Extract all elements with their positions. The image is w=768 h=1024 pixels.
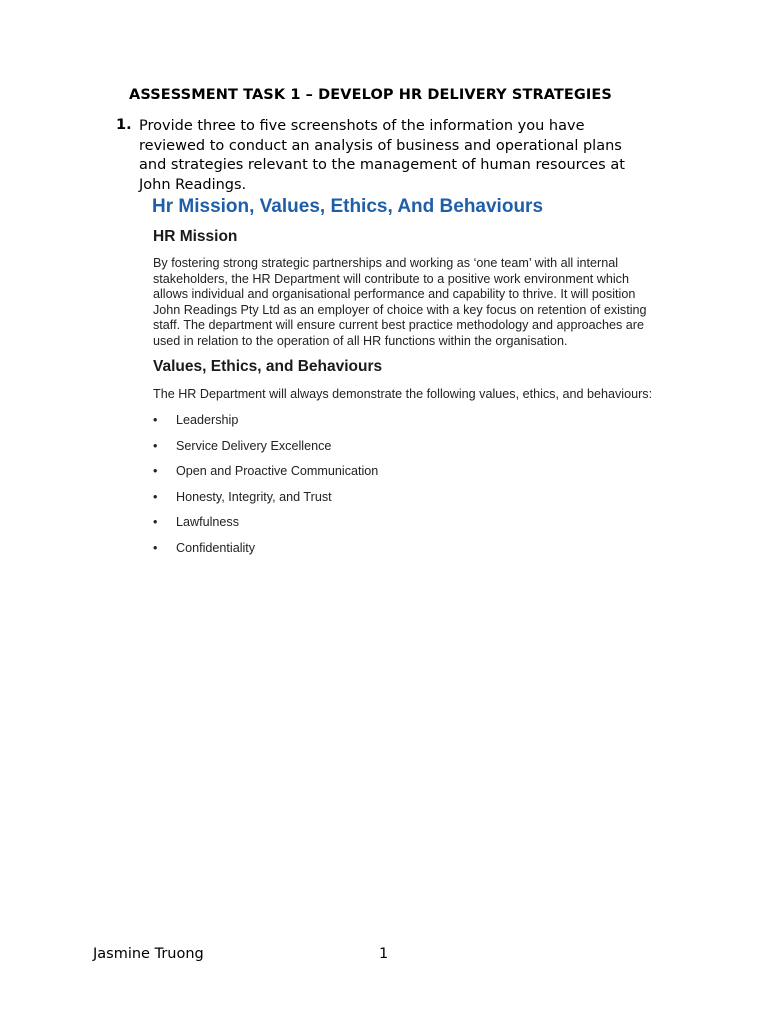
list-item-text: Honesty, Integrity, and Trust bbox=[176, 489, 332, 504]
mission-line: stakeholders, the HR Department will contribute to a positive work environment which bbox=[153, 271, 629, 286]
list-item-text: Leadership bbox=[176, 413, 239, 427]
bullet: • bbox=[153, 413, 158, 427]
list-item-text: Service Delivery Excellence bbox=[176, 438, 332, 453]
assessment-heading: ASSESSMENT TASK 1 – DEVELOP HR DELIVERY STRATEGIES bbox=[129, 87, 612, 103]
mission-line: used in relation to the operation of all HR functions within the organisation. bbox=[153, 333, 568, 348]
bullet: • bbox=[153, 438, 158, 453]
values-heading: Values, Ethics, and Behaviours bbox=[153, 358, 383, 375]
mission-paragraph bbox=[153, 256, 647, 349]
question-text bbox=[139, 117, 679, 195]
bullet: • bbox=[153, 540, 158, 555]
mission-heading: HR Mission bbox=[153, 228, 238, 245]
question-line: John Readings. bbox=[139, 176, 247, 193]
question-line: reviewed to conduct an analysis of business and operational plans bbox=[139, 137, 622, 154]
list-item-text: Confidentiality bbox=[176, 540, 256, 555]
bullet: • bbox=[153, 515, 158, 530]
question-line: and strategies relevant to the management of human resources at bbox=[139, 157, 625, 173]
bullet: • bbox=[153, 489, 158, 504]
question-number: 1. bbox=[116, 117, 132, 133]
mission-line: allows individual and organisational performance and capability to thrive. It will position bbox=[153, 287, 636, 301]
mission-line: staff. The department will ensure current best practice methodology and approaches are bbox=[153, 318, 644, 332]
values-intro: The HR Department will always demonstrate the following values, ethics, and behaviours: bbox=[153, 387, 653, 401]
embedded-screenshot bbox=[152, 196, 722, 566]
footer-author: Jasmine Truong bbox=[93, 946, 204, 962]
list-item-text: Lawfulness bbox=[176, 515, 240, 530]
footer-page-number: 1 bbox=[379, 946, 389, 962]
bullet: • bbox=[153, 464, 158, 479]
mission-line: By fostering strong strategic partnerships and working as ‘one team’ with all internal bbox=[153, 256, 619, 270]
mission-line: John Readings Pty Ltd as an employer of choice with a key focus on retention of existing bbox=[153, 302, 647, 317]
list-item-text: Open and Proactive Communication bbox=[176, 464, 379, 479]
question-line: Provide three to five screenshots of the information you have bbox=[139, 118, 585, 134]
screenshot-title: Hr Mission, Values, Ethics, And Behaviours bbox=[152, 196, 544, 217]
